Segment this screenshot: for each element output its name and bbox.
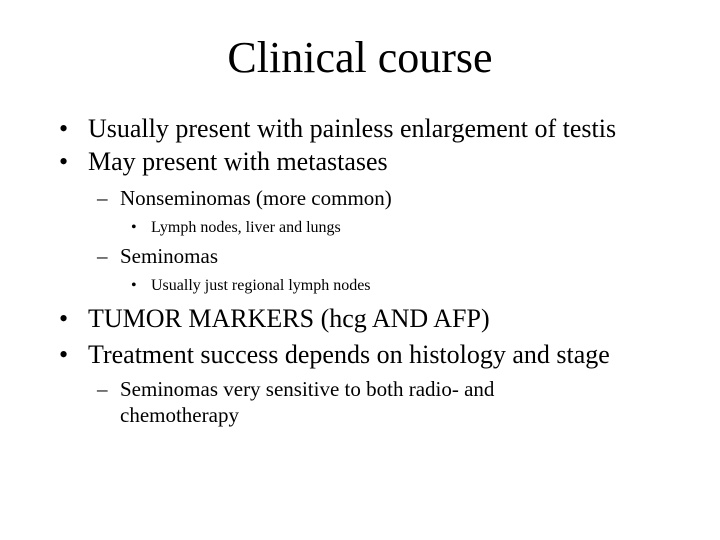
- dash-marker: –: [97, 377, 108, 401]
- bullet-text: May present with metastases: [88, 147, 388, 176]
- bullet-marker: •: [59, 304, 69, 333]
- bullet-text: Usually present with painless enlargement of testis: [88, 114, 617, 143]
- sub-bullet-text: Seminomas: [120, 244, 218, 268]
- bullet-marker: •: [59, 114, 69, 143]
- bullet-marker: •: [59, 340, 69, 369]
- bullet-text: TUMOR MARKERS (hcg AND AFP): [88, 304, 490, 333]
- bullet-marker: •: [59, 147, 69, 176]
- bullet-marker: •: [131, 277, 137, 294]
- sub-sub-bullet-text: Usually just regional lymph nodes: [151, 277, 371, 294]
- dash-marker: –: [97, 186, 108, 210]
- slide-title: Clinical course: [227, 33, 493, 82]
- bullet-marker: •: [131, 219, 137, 236]
- sub-bullet-text: Seminomas very sensitive to both radio- and: [120, 377, 495, 401]
- dash-marker: –: [97, 244, 108, 268]
- sub-bullet-text: chemotherapy: [120, 403, 239, 427]
- sub-sub-bullet-text: Lymph nodes, liver and lungs: [151, 219, 341, 236]
- bullet-text: Treatment success depends on histology and stage: [88, 340, 610, 369]
- sub-bullet-text: Nonseminomas (more common): [120, 186, 392, 210]
